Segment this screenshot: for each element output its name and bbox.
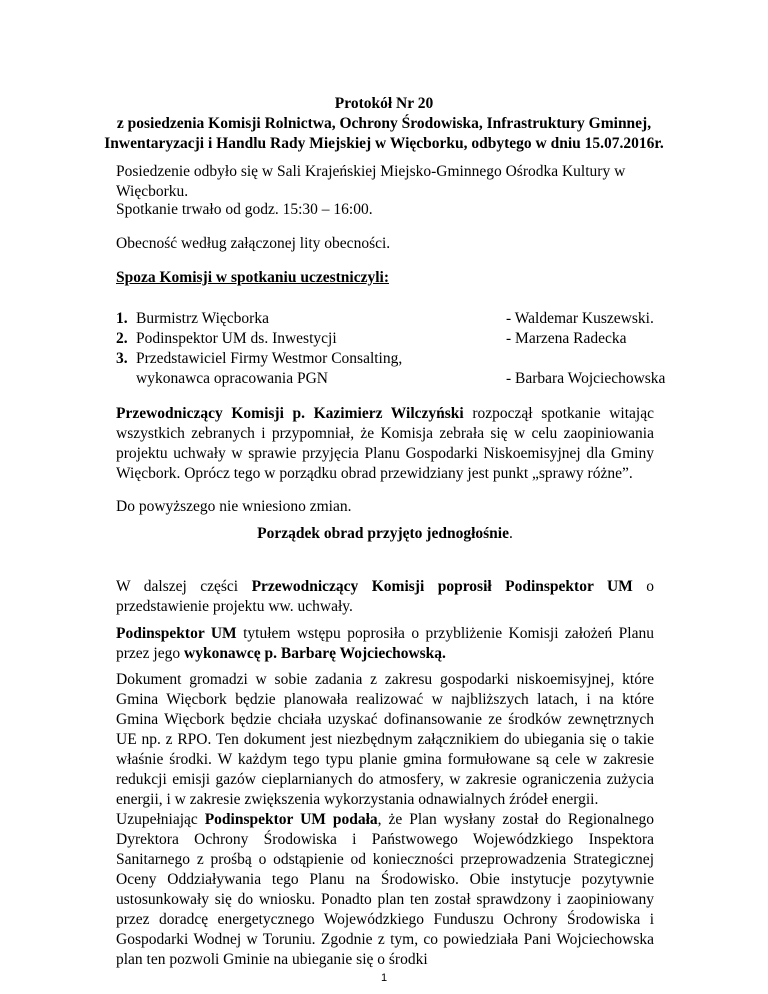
location-text: Posiedzenie odbyło się w Sali Krajeńskiej Miejsko-Gminnego Ośrodka Kultury w Więcborku. — [116, 163, 626, 200]
participants-list — [116, 309, 676, 389]
paragraph-request — [116, 577, 654, 617]
paragraph-intro — [116, 624, 654, 664]
protocol-title — [100, 94, 668, 154]
supplement-text-c: , że Plan wysłany został do Regionalnego Dyrektora Ochrony Środowiska i Państwowego Wojewódzkiego Inspektora Sanitarnego z prośbą o odstąpienie od konieczności przeprowadzenia Strategicznej Oceny Oddziaływania tego Planu na Środowisko. Obie instytucje pozytywnie ustosunkowały się do wniosku. Ponadto plan ten został sprawdzony i zaopiniowany przez doradcę energetycznego Wojewódzkiego Funduszu Ochrony Środowiska i Gospodarki Wodnej w Toruniu. Zgodnie z tym, co powiedziała Pani Wojciechowska plan ten pozwoli Gminie na ubieganie się o środki — [116, 811, 654, 968]
list-item-continuation — [116, 369, 676, 389]
list-item — [116, 309, 676, 329]
intro-bold-c: wykonawcę p. Barbarę Wojciechowską. — [184, 645, 446, 662]
title-line-2: z posiedzenia Komisji Rolnictwa, Ochrony Środowiska, Infrastruktury Gminnej, — [116, 115, 652, 132]
no-changes-text: Do powyższego nie wniesiono zmian. — [116, 498, 352, 515]
participant-name: - Waldemar Kuszewski. — [506, 310, 654, 327]
list-item — [116, 349, 676, 369]
item-number: 1. — [116, 310, 128, 327]
participant-role: Podinspektor UM ds. Inwestycji — [136, 330, 337, 347]
request-text-a: W dalszej części — [116, 578, 252, 595]
paragraph-opening — [116, 404, 654, 484]
title-line-1: Protokół Nr 20 — [334, 95, 434, 112]
request-text-bold: Przewodniczący Komisji poprosił Podinspektor UM — [251, 578, 633, 595]
item-number: 2. — [116, 330, 128, 347]
opening-text: rozpoczął spotkanie witając wszystkich zebranych i przypomniał, że Komisja zebrała się w celu zaopiniowania projektu uchwały w sprawie przyjęcia Planu Gospodarki Niskoemisyjnej dla Gminy Więcbork. Oprócz tego w porządku obrad przewidziany jest punkt „sprawy różne”. — [116, 405, 654, 482]
supplement-bold: Podinspektor UM podała — [204, 811, 378, 828]
participant-role: Przedstawiciel Firmy Westmor Consalting, — [136, 350, 403, 367]
request-text-c: o przedstawienie projektu ww. uchwały. — [116, 578, 654, 615]
chairman-name: Przewodniczący Komisji p. Kazimierz Wilczyński — [116, 405, 464, 422]
participant-name: - Marzena Radecka — [506, 330, 627, 347]
supplement-text-a: Uzupełniając — [116, 811, 205, 828]
agenda-accepted-end: . — [508, 525, 513, 542]
participant-name: - Barbara Wojciechowska — [506, 370, 666, 387]
intro-bold-a: Podinspektor UM — [116, 625, 237, 642]
participant-role-continued: wykonawca opracowania PGN — [136, 370, 328, 387]
paragraph-document: Dokument gromadzi w sobie zadania z zakresu gospodarki niskoemisyjnej, które Gmina Więcbork będzie planowała realizować w najbliższych latach, i na które Gmina Więcbork będzie chciała uzyskać dofinansowanie ze środków zewnętrznych UE np. z RPO. Ten dokument jest niezbędnym załącznikiem do ubiegania się o takie właśnie środki. W każdym tego typu planie gmina formułowane są cele w zakresie redukcji emisji gazów cieplarnianych do atmosfery, w zakresie ograniczenia zużycia energii, i w zakresie zwiększenia wykorzystania odnawialnych źródeł energii. — [116, 671, 654, 808]
agenda-accepted — [116, 524, 654, 544]
intro-text: tytułem wstępu poprosiła o przybliżenie Komisji założeń Planu przez jego — [116, 625, 654, 662]
title-line-3: Inwentaryzacji i Handlu Rady Miejskiej w Więcborku, odbytego w dniu 15.07.2016r. — [104, 135, 664, 152]
participants-heading: Spoza Komisji w spotkaniu uczestniczyli: — [116, 269, 389, 286]
duration-text: Spotkanie trwało od godz. 15:30 – 16:00. — [116, 201, 373, 218]
paragraph-supplement — [116, 810, 654, 970]
attendance-text: Obecność według załączonej lity obecności. — [116, 235, 391, 252]
item-number: 3. — [116, 350, 128, 367]
agenda-accepted-bold: Porządek obrad przyjęto jednogłośnie — [257, 525, 509, 542]
page-number: 1 — [380, 972, 388, 984]
participant-role: Burmistrz Więcborka — [136, 310, 269, 327]
list-item — [116, 329, 676, 349]
